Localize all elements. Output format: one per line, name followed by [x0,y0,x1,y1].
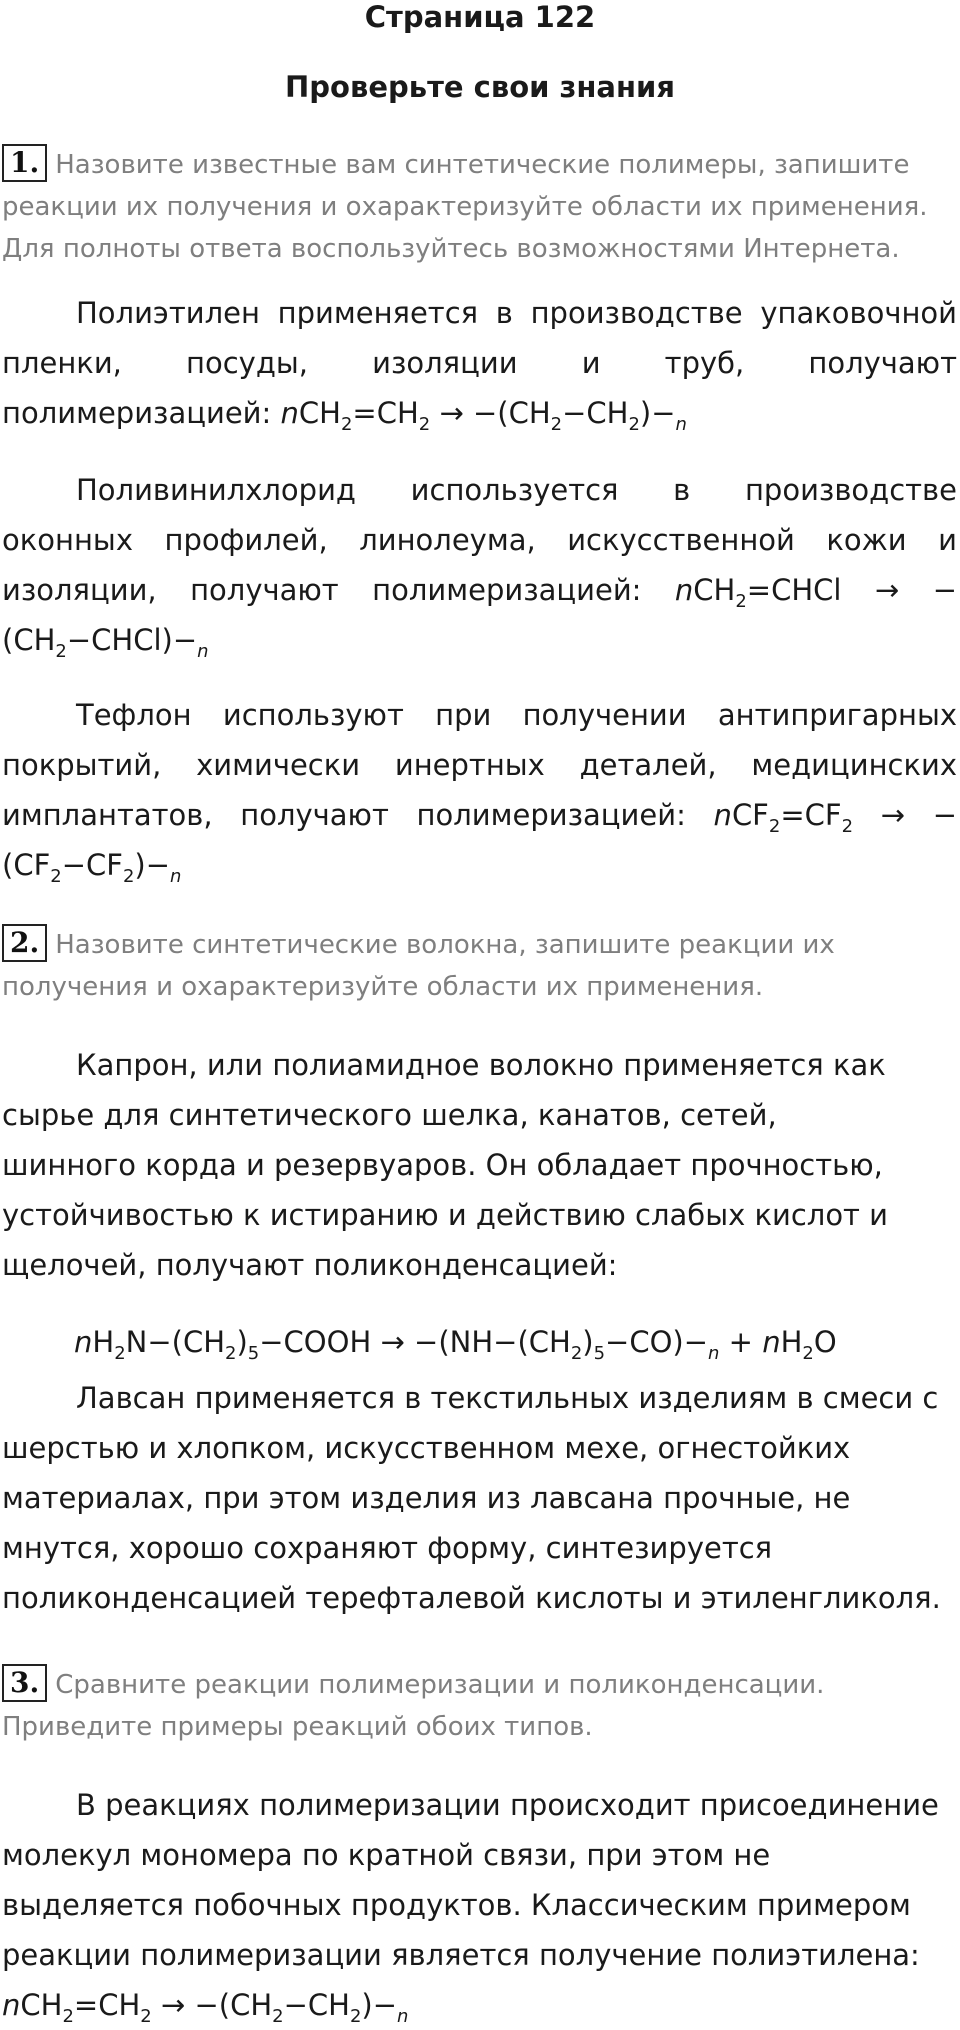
answer-1-polyethylene-text: Полиэтилен применяется в производстве упаковочной пленки, посуды, изоляции и труб, получают полимеризацией: [2,296,957,430]
answer-1-polyethylene [2,288,957,438]
equation-polymerization-example: $nCH_2=CH_2 \to -(CH_2-CH_2)-_n$ [2,1988,409,2027]
answer-1-teflon [2,690,957,890]
section-title: Проверьте свои знания [285,70,675,104]
equation-teflon: $nCF_2=CF_2 \to -(CF_2-CF_2)-_n$ [2,798,957,887]
answer-1-pvc [2,465,957,665]
question-3-text: Сравните реакции полимеризации и поликонденсации. Приведите примеры реакций обоих типов. [2,1670,825,1742]
equation-polyethylene: $nCH_2=CH_2 \to -(CH_2-CH_2)-_n$ [280,396,687,435]
page-title: Страница 122 [364,0,596,34]
equation-capron: $nH_2N-(CH_2)_5-COOH \to -(NH-(CH_2)_5-CO)-_n + nH_2O$ [74,1325,837,1364]
answer-2-capron-text: Капрон, или полиамидное волокно применяется как сырье для синтетического шелка, канатов, сетей, шинного корда и резервуаров. Он обладает прочностью, устойчивостью к истиранию и действию слабых кислот и щелочей, получают поликонденсацией: [2,1048,889,1282]
question-3 [2,1664,937,1748]
answer-1-pvc-text: Поливинилхлорид используется в производстве оконных профилей, линолеума, искусственной кожи и изоляции, получают полимеризацией: [2,473,957,607]
answer-2-lavsan-text: Лавсан применяется в текстильных изделиям в смеси с шерстью и хлопком, искусственном мехе, огнестойких материалах, при этом изделия из лавсана прочные, не мнутся, хорошо сохраняют форму, синтезируется поликонденсацией терефталевой кислоты и этиленгликоля. [2,1381,941,1615]
question-number-2: 2. [2,924,47,962]
answer-2-lavsan [2,1373,942,1623]
question-number-1: 1. [2,144,47,182]
equation-pvc: nCH$_2$=CHCl → $-(CH_2-CHCl)-_n$ [2,573,957,662]
answer-3-polymerization [2,1780,952,1980]
question-2 [2,924,937,1008]
question-1 [2,144,937,270]
answer-2-capron [2,1040,902,1290]
answer-3-polymerization-text: В реакциях полимеризации происходит присоединение молекул мономера по кратной связи, при этом не выделяется побочных продуктов. Классическим примером реакции полимеризации является получение полиэтилена: [2,1788,939,1972]
answer-1-teflon-text: Тефлон используют при получении антипригарных покрытий, химически инертных деталей, медицинских имплантатов, получают полимеризацией: [2,698,957,832]
question-1-text: Назовите известные вам синтетические полимеры, запишите реакции их получения и охарактеризуйте области их применения. Для полноты ответа воспользуйтесь возможностями Интернета. [2,150,928,264]
question-2-text: Назовите синтетические волокна, запишите реакции их получения и охарактеризуйте области их применения. [2,930,835,1002]
question-number-3: 3. [2,1664,47,1702]
